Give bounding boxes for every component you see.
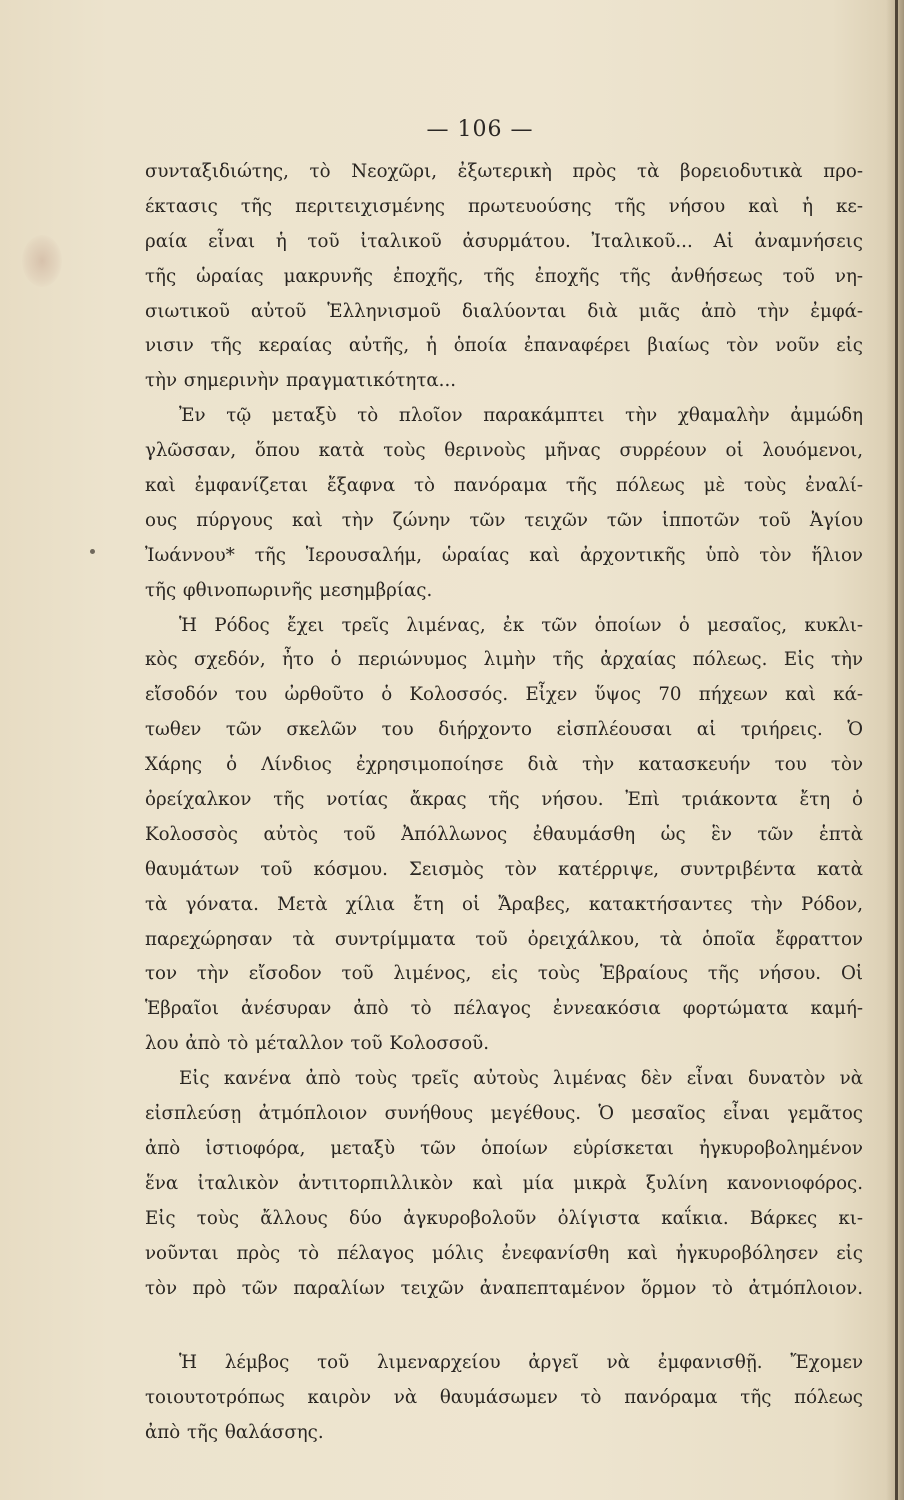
- paragraph-gap: [145, 1306, 863, 1346]
- text-line: καὶ ἐμφανίζεται ἔξαφνα τὸ πανόραμα τῆς πόλεως μὲ τοὺς ἐναλί-: [145, 475, 863, 497]
- text-line: συνταξιδιώτης, τὸ Νεοχῶρι, ἐξωτερικὴ πρὸς τὰ βορειοδυτικὰ προ-: [145, 161, 863, 182]
- text-line: εἴσοδόν του ὠρθοῦτο ὁ Κολοσσός. Εἶχεν ὕψος 70 πήχεων καὶ κά-: [145, 684, 863, 706]
- paragraph: [145, 1346, 863, 1451]
- text-line: τῆς ὡραίας μακρυνῆς ἐποχῆς, τῆς ἐποχῆς τῆς ἀνθήσεως τοῦ νη-: [145, 265, 863, 287]
- text-line: τον τὴν εἴσοδον τοῦ λιμένος, εἰς τοὺς Ἑβραίους τῆς νήσου. Οἱ: [145, 963, 863, 985]
- text-line: τοιουτοτρόπως καιρὸν νὰ θαυμάσωμεν τὸ πανόραμα τῆς πόλεως: [145, 1387, 863, 1409]
- text-line: Ἡ λέμβος τοῦ λιμεναρχείου ἀργεῖ νὰ ἐμφανισθῇ. Ἔχομεν: [179, 1352, 863, 1374]
- text-line: εἰσπλεύσῃ ἀτμόπλοιον συνήθους μεγέθους. Ὁ μεσαῖος εἶναι γεμᾶτος: [145, 1103, 863, 1125]
- text-line: παρεχώρησαν τὰ συντρίμματα τοῦ ὀρειχάλκου, τὰ ὁποῖα ἔφραττον: [145, 928, 863, 950]
- text-line: κὸς σχεδόν, ἦτο ὁ περιώνυμος λιμὴν τῆς ἀρχαίας πόλεως. Εἰς τὴν: [145, 649, 863, 671]
- text-line: ους πύργους καὶ τὴν ζώνην τῶν τειχῶν τῶν ἱπποτῶν τοῦ Ἁγίου: [145, 509, 863, 531]
- text-line: ραία εἶναι ἡ τοῦ ἰταλικοῦ ἀσυρμάτου. Ἰταλικοῦ... Αἱ ἀναμνήσεις: [145, 230, 863, 252]
- body-text: [145, 155, 863, 1451]
- text-line: σιωτικοῦ αὐτοῦ Ἑλληνισμοῦ διαλύονται διὰ μιᾶς ἀπὸ τὴν ἐμφά-: [145, 300, 863, 322]
- page-number: — 106 —: [426, 117, 534, 142]
- ink-dot: [90, 549, 95, 554]
- text-line: νοῦνται πρὸς τὸ πέλαγος μόλις ἐνεφανίσθη καὶ ἠγκυροβόλησεν εἰς: [145, 1242, 863, 1264]
- paragraph: [145, 1062, 863, 1306]
- text-line: γλῶσσαν, ὅπου κατὰ τοὺς θερινοὺς μῆνας συρρέουν οἱ λουόμενοι,: [145, 440, 863, 462]
- paragraph: [145, 399, 863, 608]
- binding-edge: [895, 0, 898, 1500]
- text-line: τὰ γόνατα. Μετὰ χίλια ἔτη οἱ Ἄραβες, κατακτήσαντες τὴν Ρόδον,: [145, 893, 863, 915]
- text-line: Ἰωάννου* τῆς Ἱερουσαλήμ, ὡραίας καὶ ἀρχοντικῆς ὑπὸ τὸν ἥλιον: [145, 544, 863, 566]
- text-line: Εἰς κανένα ἀπὸ τοὺς τρεῖς αὐτοὺς λιμένας δὲν εἶναι δυνατὸν νὰ: [179, 1068, 863, 1090]
- text-line: ἕνα ἰταλικὸν ἀντιτορπιλλικὸν καὶ μία μικρὰ ξυλίνη κανονιοφόρος.: [145, 1172, 863, 1194]
- text-line: τῆς φθινοπωρινῆς μεσημβρίας.: [145, 579, 433, 601]
- text-line: τὸν πρὸ τῶν παραλίων τειχῶν ἀναπεπταμένον ὅρμον τὸ ἀτμόπλοιον.: [145, 1277, 863, 1299]
- text-line: τὴν σημερινὴν πραγματικότητα...: [145, 370, 457, 392]
- paragraph: [145, 155, 863, 399]
- paragraph: [145, 609, 863, 1063]
- text-line: ὀρείχαλκον τῆς νοτίας ἄκρας τῆς νήσου. Ἐπὶ τριάκοντα ἔτη ὁ: [145, 789, 863, 811]
- text-line: τωθεν τῶν σκελῶν του διήρχοντο εἰσπλέουσαι αἱ τριήρεις. Ὁ: [145, 719, 863, 741]
- paper-stain: [22, 235, 62, 287]
- text-line: Κολοσσὸς αὐτὸς τοῦ Ἀπόλλωνος ἐθαυμάσθη ὡς ἓν τῶν ἑπτὰ: [145, 823, 863, 845]
- text-line: Ἡ Ρόδος ἔχει τρεῖς λιμένας, ἐκ τῶν ὁποίων ὁ μεσαῖος, κυκλι-: [179, 614, 863, 636]
- text-line: λου ἀπὸ τὸ μέταλλον τοῦ Κολοσσοῦ.: [145, 1033, 489, 1055]
- text-line: νισιν τῆς κεραίας αὐτῆς, ἡ ὁποία ἐπαναφέρει βιαίως τὸν νοῦν εἰς: [145, 335, 863, 357]
- text-line: Χάρης ὁ Λίνδιος ἐχρησιμοποίησε διὰ τὴν κατασκευήν του τὸν: [145, 754, 863, 776]
- text-line: Ἐν τῷ μεταξὺ τὸ πλοῖον παρακάμπτει τὴν χθαμαλὴν ἀμμώδη: [179, 405, 863, 427]
- text-line: θαυμάτων τοῦ κόσμου. Σεισμὸς τὸν κατέρριψε, συντριβέντα κατὰ: [145, 858, 863, 880]
- text-line: ἀπὸ ἱστιοφόρα, μεταξὺ τῶν ὁποίων εὑρίσκεται ἠγκυροβολημένον: [145, 1137, 863, 1159]
- text-line: Ἑβραῖοι ἀνέσυραν ἀπὸ τὸ πέλαγος ἐννεακόσια φορτώματα καμή-: [145, 998, 863, 1020]
- text-line: έκτασις τῆς περιτειχισμένης πρωτευούσης τῆς νήσου καὶ ἡ κε-: [145, 195, 863, 217]
- text-line: ἀπὸ τῆς θαλάσσης.: [145, 1422, 324, 1444]
- text-line: Εἰς τοὺς ἄλλους δύο ἀγκυροβολοῦν ὀλίγιστα καΐκια. Βάρκες κι-: [145, 1207, 863, 1229]
